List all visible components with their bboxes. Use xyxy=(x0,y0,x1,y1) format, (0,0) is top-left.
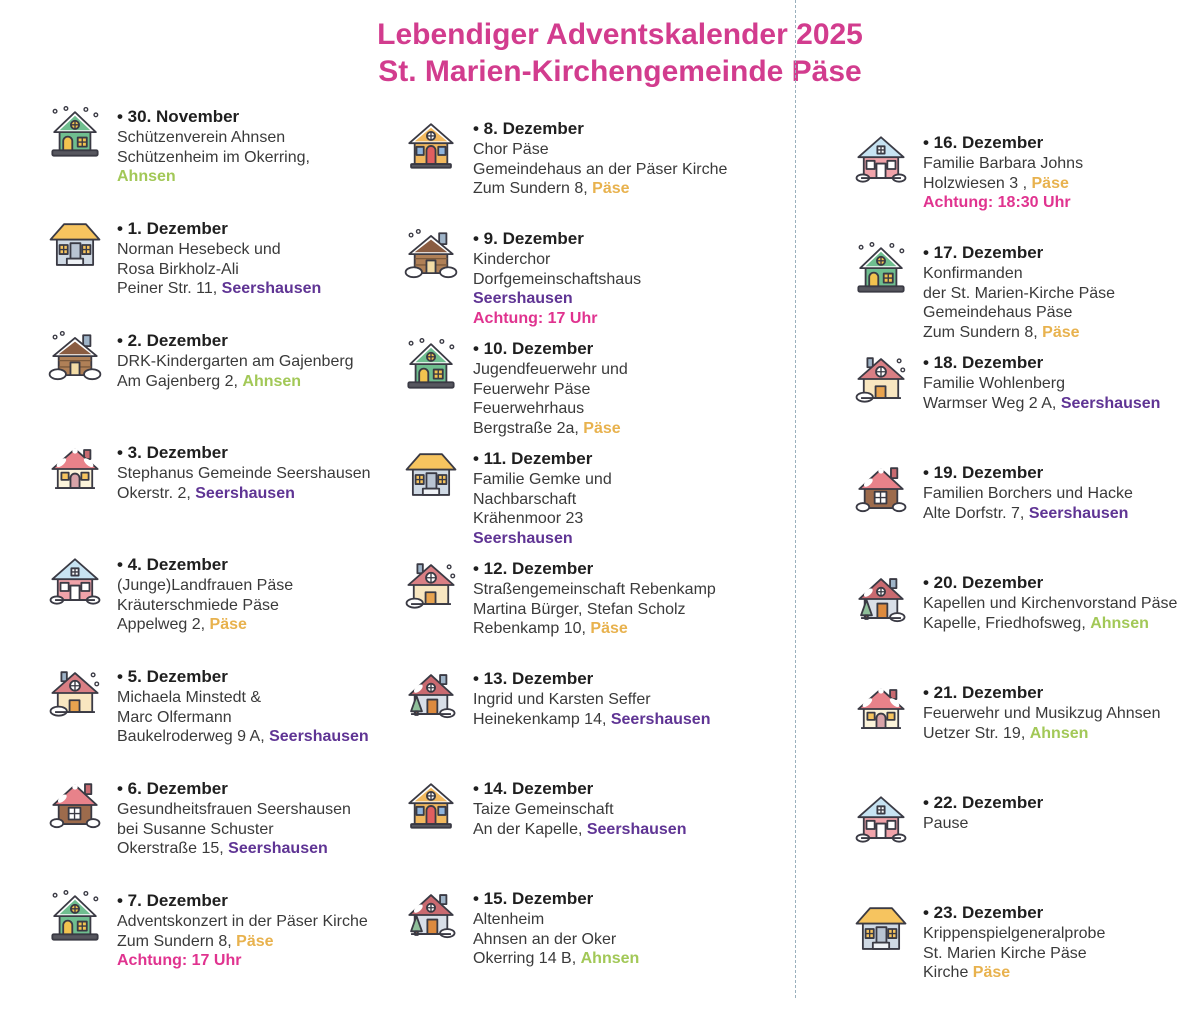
entry-line xyxy=(473,800,686,820)
entry-lines xyxy=(923,814,1043,834)
entry-text xyxy=(473,118,727,199)
location-highlight: Ahnsen xyxy=(580,950,640,967)
entry-line xyxy=(473,140,727,160)
calendar-entry xyxy=(852,572,1177,682)
entry-date: • 12. Dezember xyxy=(473,559,594,578)
house-cream-redroof-icon xyxy=(852,680,910,738)
entry-text-segment: Pause xyxy=(923,815,969,832)
entry-date: • 9. Dezember xyxy=(473,229,584,248)
entry-date: • 22. Dezember xyxy=(923,793,1044,812)
entry-text-segment: Krähenmoor 23 xyxy=(473,510,584,527)
entry-lines xyxy=(923,154,1083,213)
calendar-entry xyxy=(852,902,1177,1012)
entry-line xyxy=(473,690,710,710)
entry-date: • 21. Dezember xyxy=(923,683,1044,702)
entry-text xyxy=(117,106,310,187)
fold-divider-line xyxy=(795,0,796,998)
entry-text xyxy=(923,572,1177,633)
entry-text-segment: Zum Sundern 8, xyxy=(923,323,1043,341)
entry-line xyxy=(923,484,1133,504)
house-green-icon xyxy=(46,888,104,946)
entry-text-segment: Rosa Birkholz-Ali xyxy=(117,260,239,278)
entry-line xyxy=(117,727,369,747)
entry-line xyxy=(923,724,1160,744)
entry-line xyxy=(117,951,368,971)
entry-text-segment: Taize Gemeinschaft xyxy=(473,801,614,818)
entry-date: • 14. Dezember xyxy=(473,779,594,798)
entry-lines xyxy=(923,924,1105,983)
location-highlight: Achtung: 17 Uhr xyxy=(117,952,242,969)
entry-text xyxy=(117,330,354,391)
location-highlight: Päse xyxy=(583,419,621,437)
entry-line xyxy=(923,963,1105,983)
entry-text-segment: Dorfgemeinschaftshaus xyxy=(473,270,642,288)
calendar-entry xyxy=(852,792,1177,902)
entry-date: • 2. Dezember xyxy=(117,331,228,350)
entry-line xyxy=(473,529,612,549)
house-orange-reddoor-icon xyxy=(402,116,460,174)
entry-lines xyxy=(473,800,686,839)
entry-text-segment: Zum Sundern 8, xyxy=(117,932,237,950)
entry-text-segment: Schützenverein Ahnsen xyxy=(117,129,286,146)
entry-text-segment: Feuerwehr und Musikzug Ahnsen xyxy=(923,705,1161,722)
entry-line xyxy=(473,949,639,969)
entry-line xyxy=(923,614,1177,634)
calendar-entry xyxy=(852,242,1177,352)
entry-text-segment: Peiner Str. 11, xyxy=(117,280,222,297)
entry-text-segment: Gemeindehaus an der Päser Kirche xyxy=(473,160,728,178)
calendar-entry xyxy=(402,338,727,448)
entry-text xyxy=(117,778,351,859)
entry-lines xyxy=(473,140,727,199)
entry-date: • 1. Dezember xyxy=(117,219,228,238)
entry-date: • 18. Dezember xyxy=(923,353,1044,372)
entry-text-segment: Alte Dorfstr. 7, xyxy=(923,504,1029,522)
entry-lines xyxy=(473,470,612,548)
entry-text xyxy=(923,902,1105,983)
entry-text xyxy=(117,554,293,635)
entry-text-segment: Marc Olfermann xyxy=(117,708,232,726)
entry-text-segment: Michaela Minstedt & xyxy=(117,689,262,706)
entry-text-segment: Kräuterschmiede Päse xyxy=(117,596,279,614)
entry-lines xyxy=(473,580,716,639)
house-logcabin-icon xyxy=(46,328,104,386)
entry-text-segment: Schützenheim im Okerring, xyxy=(117,148,310,166)
entry-line xyxy=(117,596,293,616)
entry-line xyxy=(473,289,641,309)
house-cream-roundwindow-icon xyxy=(852,350,910,408)
house-brown-redroof-icon xyxy=(46,776,104,834)
entry-text xyxy=(473,228,641,328)
location-highlight: Seershausen xyxy=(228,840,328,857)
entry-line xyxy=(923,174,1083,194)
entry-line xyxy=(117,167,310,187)
page-title-line2: St. Marien-Kirchengemeinde Päse xyxy=(378,55,862,88)
house-gray-tree-icon xyxy=(852,570,910,628)
house-green-icon xyxy=(46,104,104,162)
entry-text xyxy=(923,242,1115,342)
entry-lines xyxy=(117,240,321,299)
entry-lines xyxy=(473,360,628,438)
entry-lines xyxy=(473,910,639,969)
location-highlight: Päse xyxy=(592,180,630,197)
location-highlight: Päse xyxy=(1042,323,1080,341)
entry-text-segment: Kinderchor xyxy=(473,251,551,268)
entry-line xyxy=(923,193,1083,213)
column-1 xyxy=(46,106,371,1002)
entry-line xyxy=(117,128,310,148)
entry-text-segment: Am Gajenberg 2, xyxy=(117,372,243,390)
entry-line xyxy=(923,264,1115,284)
entry-line xyxy=(473,490,612,510)
entry-lines xyxy=(923,374,1160,413)
entry-text-segment: DRK-Kindergarten am Gajenberg xyxy=(117,353,354,370)
entry-text-segment: der St. Marien-Kirche Päse xyxy=(923,284,1116,302)
column-3 xyxy=(852,132,1177,1012)
entry-text-segment: Jugendfeuerwehr und xyxy=(473,361,628,378)
entry-line xyxy=(473,600,716,620)
entry-text-segment: Bergstraße 2a, xyxy=(473,419,584,437)
calendar-entry xyxy=(46,330,371,442)
entry-line xyxy=(473,580,716,600)
entry-text-segment: Chor Päse xyxy=(473,141,549,158)
location-highlight: Seershausen xyxy=(195,484,295,502)
entry-text xyxy=(473,448,612,548)
house-pink-blueroof-icon xyxy=(852,790,910,848)
entry-line xyxy=(473,710,710,730)
entry-lines xyxy=(923,264,1115,342)
entry-line xyxy=(473,619,716,639)
entry-line xyxy=(473,270,641,290)
entry-text xyxy=(473,338,628,438)
entry-text-segment: Familie Gemke und xyxy=(473,471,612,488)
location-highlight: Päse xyxy=(590,620,628,637)
location-highlight: Seershausen xyxy=(1028,504,1129,522)
entry-line xyxy=(473,399,628,419)
entry-lines xyxy=(117,128,310,187)
house-logcabin-icon xyxy=(402,226,460,284)
calendar-entry xyxy=(402,668,727,778)
entry-line xyxy=(117,839,351,859)
calendar-entry xyxy=(852,682,1177,792)
entry-line xyxy=(923,814,1043,834)
house-pink-blueroof-icon xyxy=(852,130,910,188)
entry-line xyxy=(923,594,1177,614)
location-highlight: Päse xyxy=(972,964,1011,981)
location-highlight: Seershausen xyxy=(473,290,573,307)
entry-text-segment: Konfirmanden xyxy=(923,265,1023,282)
entry-line xyxy=(117,352,354,372)
entry-line xyxy=(923,284,1115,304)
entry-line xyxy=(117,372,354,392)
entry-text-segment: Feuerwehrhaus xyxy=(473,400,585,417)
entry-text-segment: Krippenspielgeneralprobe xyxy=(923,925,1106,942)
entry-date: • 16. Dezember xyxy=(923,133,1044,152)
entry-date: • 17. Dezember xyxy=(923,243,1044,262)
entry-line xyxy=(117,688,369,708)
entry-date: • 20. Dezember xyxy=(923,573,1044,592)
entry-text-segment: An der Kapelle, xyxy=(473,820,587,838)
entry-text-segment: Familie Wohlenberg xyxy=(923,375,1065,392)
entry-lines xyxy=(923,704,1160,743)
entry-line xyxy=(473,250,641,270)
calendar-entry xyxy=(46,442,371,554)
calendar-entry xyxy=(46,890,371,1002)
entry-text-segment: Okerstr. 2, xyxy=(117,484,196,502)
house-pink-blueroof-icon xyxy=(46,552,104,610)
entry-text-segment: bei Susanne Schuster xyxy=(117,820,274,838)
entry-line xyxy=(117,800,351,820)
entry-line xyxy=(117,820,351,840)
house-yellowroof-icon xyxy=(852,900,910,958)
entry-text-segment: Kapellen und Kirchenvorstand Päse xyxy=(923,595,1178,612)
entry-text-segment: Okerring 14 B, xyxy=(473,950,581,967)
entry-line xyxy=(117,484,371,504)
entry-text xyxy=(473,558,716,639)
entry-line xyxy=(117,464,371,484)
location-highlight: Seershausen xyxy=(1060,394,1161,412)
entry-lines xyxy=(923,484,1133,523)
calendar-entry xyxy=(46,106,371,218)
entry-lines xyxy=(117,464,371,503)
calendar-entry xyxy=(46,778,371,890)
entry-date: • 15. Dezember xyxy=(473,889,594,908)
entry-lines xyxy=(923,594,1177,633)
entry-text-segment: Feuerwehr Päse xyxy=(473,380,591,398)
calendar-entry xyxy=(46,554,371,666)
location-highlight: Seershausen xyxy=(269,728,369,745)
entry-text-segment: Martina Bürger, Stefan Scholz xyxy=(473,600,686,618)
entry-text-segment: Gesundheitsfrauen Seershausen xyxy=(117,801,351,818)
location-highlight: Achtung: 18:30 Uhr xyxy=(923,194,1071,211)
location-highlight: Päse xyxy=(209,616,247,633)
entry-text-segment: Ingrid und Karsten Seffer xyxy=(473,691,651,708)
entry-lines xyxy=(473,250,641,328)
entry-lines xyxy=(117,912,368,971)
entry-text-segment: Uetzer Str. 19, xyxy=(923,724,1030,742)
house-cream-roundwindow-icon xyxy=(46,664,104,722)
entry-text xyxy=(117,666,369,747)
house-green-icon xyxy=(852,240,910,298)
entry-date: • 4. Dezember xyxy=(117,555,228,574)
entry-line xyxy=(923,944,1105,964)
entry-text xyxy=(923,792,1043,834)
page-title xyxy=(330,16,910,90)
house-yellowroof-icon xyxy=(46,216,104,274)
entry-line xyxy=(117,240,321,260)
entry-date: • 30. November xyxy=(117,107,240,126)
entry-text-segment: Straßengemeinschaft Rebenkamp xyxy=(473,581,716,598)
location-highlight: Ahnsen xyxy=(1029,724,1089,742)
entry-text-segment: Warmser Weg 2 A, xyxy=(923,394,1061,412)
entry-line xyxy=(473,160,727,180)
entry-line xyxy=(117,148,310,168)
entry-line xyxy=(473,820,686,840)
entry-date: • 10. Dezember xyxy=(473,339,594,358)
entry-text xyxy=(923,682,1160,743)
house-green-icon xyxy=(402,336,460,394)
entry-line xyxy=(117,912,368,932)
entry-text xyxy=(117,890,368,971)
entry-text-segment: Kirche xyxy=(923,964,973,981)
location-highlight: Päse xyxy=(1031,174,1069,192)
column-2 xyxy=(402,118,727,998)
entry-text-segment: Familie Barbara Johns xyxy=(923,155,1084,172)
entry-lines xyxy=(117,688,369,747)
calendar-entry xyxy=(46,666,371,778)
entry-line xyxy=(117,932,368,952)
calendar-entry xyxy=(852,462,1177,572)
house-gray-tree-icon xyxy=(402,886,460,944)
entry-line xyxy=(473,380,628,400)
entry-text-segment: St. Marien Kirche Päse xyxy=(923,944,1087,962)
entry-line xyxy=(473,419,628,439)
entry-text xyxy=(473,778,686,839)
entry-date: • 7. Dezember xyxy=(117,891,228,910)
entry-text-segment: Stephanus Gemeinde Seershausen xyxy=(117,465,371,482)
entry-text-segment: Norman Hesebeck und xyxy=(117,241,281,258)
entry-text-segment: (Junge)Landfrauen Päse xyxy=(117,577,294,594)
entry-line xyxy=(923,374,1160,394)
entry-text-segment: Altenheim xyxy=(473,911,545,928)
calendar-entry xyxy=(402,558,727,668)
entry-line xyxy=(473,509,612,529)
entry-date: • 8. Dezember xyxy=(473,119,584,138)
location-highlight: Seershausen xyxy=(221,280,322,297)
entry-line xyxy=(117,260,321,280)
entry-line xyxy=(473,360,628,380)
entry-line xyxy=(473,179,727,199)
entry-line xyxy=(473,910,639,930)
entry-text-segment: Rebenkamp 10, xyxy=(473,620,591,637)
entry-date: • 23. Dezember xyxy=(923,903,1044,922)
entry-text xyxy=(923,352,1160,413)
house-orange-reddoor-icon xyxy=(402,776,460,834)
page-title-line1: Lebendiger Adventskalender 2025 xyxy=(377,18,863,51)
entry-text-segment: Holzwiesen 3 , xyxy=(923,174,1032,192)
entry-line xyxy=(923,394,1160,414)
location-highlight: Ahnsen xyxy=(242,372,302,390)
entry-date: • 5. Dezember xyxy=(117,667,228,686)
entry-lines xyxy=(117,352,354,391)
entry-date: • 11. Dezember xyxy=(473,449,593,468)
entry-text xyxy=(473,668,710,729)
entry-text-segment: Appelweg 2, xyxy=(117,616,210,633)
location-highlight: Päse xyxy=(236,932,274,950)
entry-text xyxy=(923,132,1083,213)
calendar-entry xyxy=(402,778,727,888)
entry-text xyxy=(473,888,639,969)
location-highlight: Seershausen xyxy=(610,710,711,728)
calendar-entry xyxy=(852,132,1177,242)
entry-text xyxy=(117,218,321,299)
location-highlight: Ahnsen xyxy=(1090,614,1149,632)
entry-date: • 13. Dezember xyxy=(473,669,594,688)
entry-text-segment: Heinekenkamp 14, xyxy=(473,710,611,728)
house-cream-redroof-icon xyxy=(46,440,104,498)
entry-text xyxy=(117,442,371,503)
entry-line xyxy=(923,154,1083,174)
location-highlight: Seershausen xyxy=(473,529,573,547)
entry-date: • 19. Dezember xyxy=(923,463,1044,482)
entry-date: • 6. Dezember xyxy=(117,779,228,798)
calendar-entry xyxy=(402,118,727,228)
calendar-entry xyxy=(402,448,727,558)
location-highlight: Achtung: 17 Uhr xyxy=(473,309,598,327)
entry-date: • 3. Dezember xyxy=(117,443,228,462)
entry-line xyxy=(923,504,1133,524)
entry-text-segment: Zum Sundern 8, xyxy=(473,180,593,197)
entry-text-segment: Baukelroderweg 9 A, xyxy=(117,728,270,745)
entry-line xyxy=(473,930,639,950)
house-cream-roundwindow-icon xyxy=(402,556,460,614)
location-highlight: Seershausen xyxy=(586,820,687,838)
entry-text xyxy=(923,462,1133,523)
entry-lines xyxy=(473,690,710,729)
entry-text-segment: Familien Borchers und Hacke xyxy=(923,485,1133,502)
entry-line xyxy=(923,704,1160,724)
entry-line xyxy=(117,576,293,596)
house-brown-redroof-icon xyxy=(852,460,910,518)
entry-text-segment: Adventskonzert in der Päser Kirche xyxy=(117,913,368,930)
entry-line xyxy=(117,279,321,299)
house-gray-tree-icon xyxy=(402,666,460,724)
entry-line xyxy=(117,708,369,728)
entry-lines xyxy=(117,800,351,859)
calendar-entry xyxy=(852,352,1177,462)
calendar-entry xyxy=(402,228,727,338)
calendar-entry xyxy=(402,888,727,998)
entry-line xyxy=(923,323,1115,343)
location-highlight: Ahnsen xyxy=(117,168,176,185)
entry-text-segment: Gemeindehaus Päse xyxy=(923,304,1073,321)
entry-text-segment: Kapelle, Friedhofsweg, xyxy=(923,614,1091,632)
entry-text-segment: Ahnsen an der Oker xyxy=(473,930,617,948)
house-yellowroof-icon xyxy=(402,446,460,504)
entry-line xyxy=(923,303,1115,323)
entry-text-segment: Nachbarschaft xyxy=(473,490,577,508)
entry-line xyxy=(117,615,293,635)
entry-text-segment: Okerstraße 15, xyxy=(117,840,229,857)
calendar-entry xyxy=(46,218,371,330)
entry-lines xyxy=(117,576,293,635)
entry-line xyxy=(923,924,1105,944)
entry-line xyxy=(473,309,641,329)
entry-line xyxy=(473,470,612,490)
